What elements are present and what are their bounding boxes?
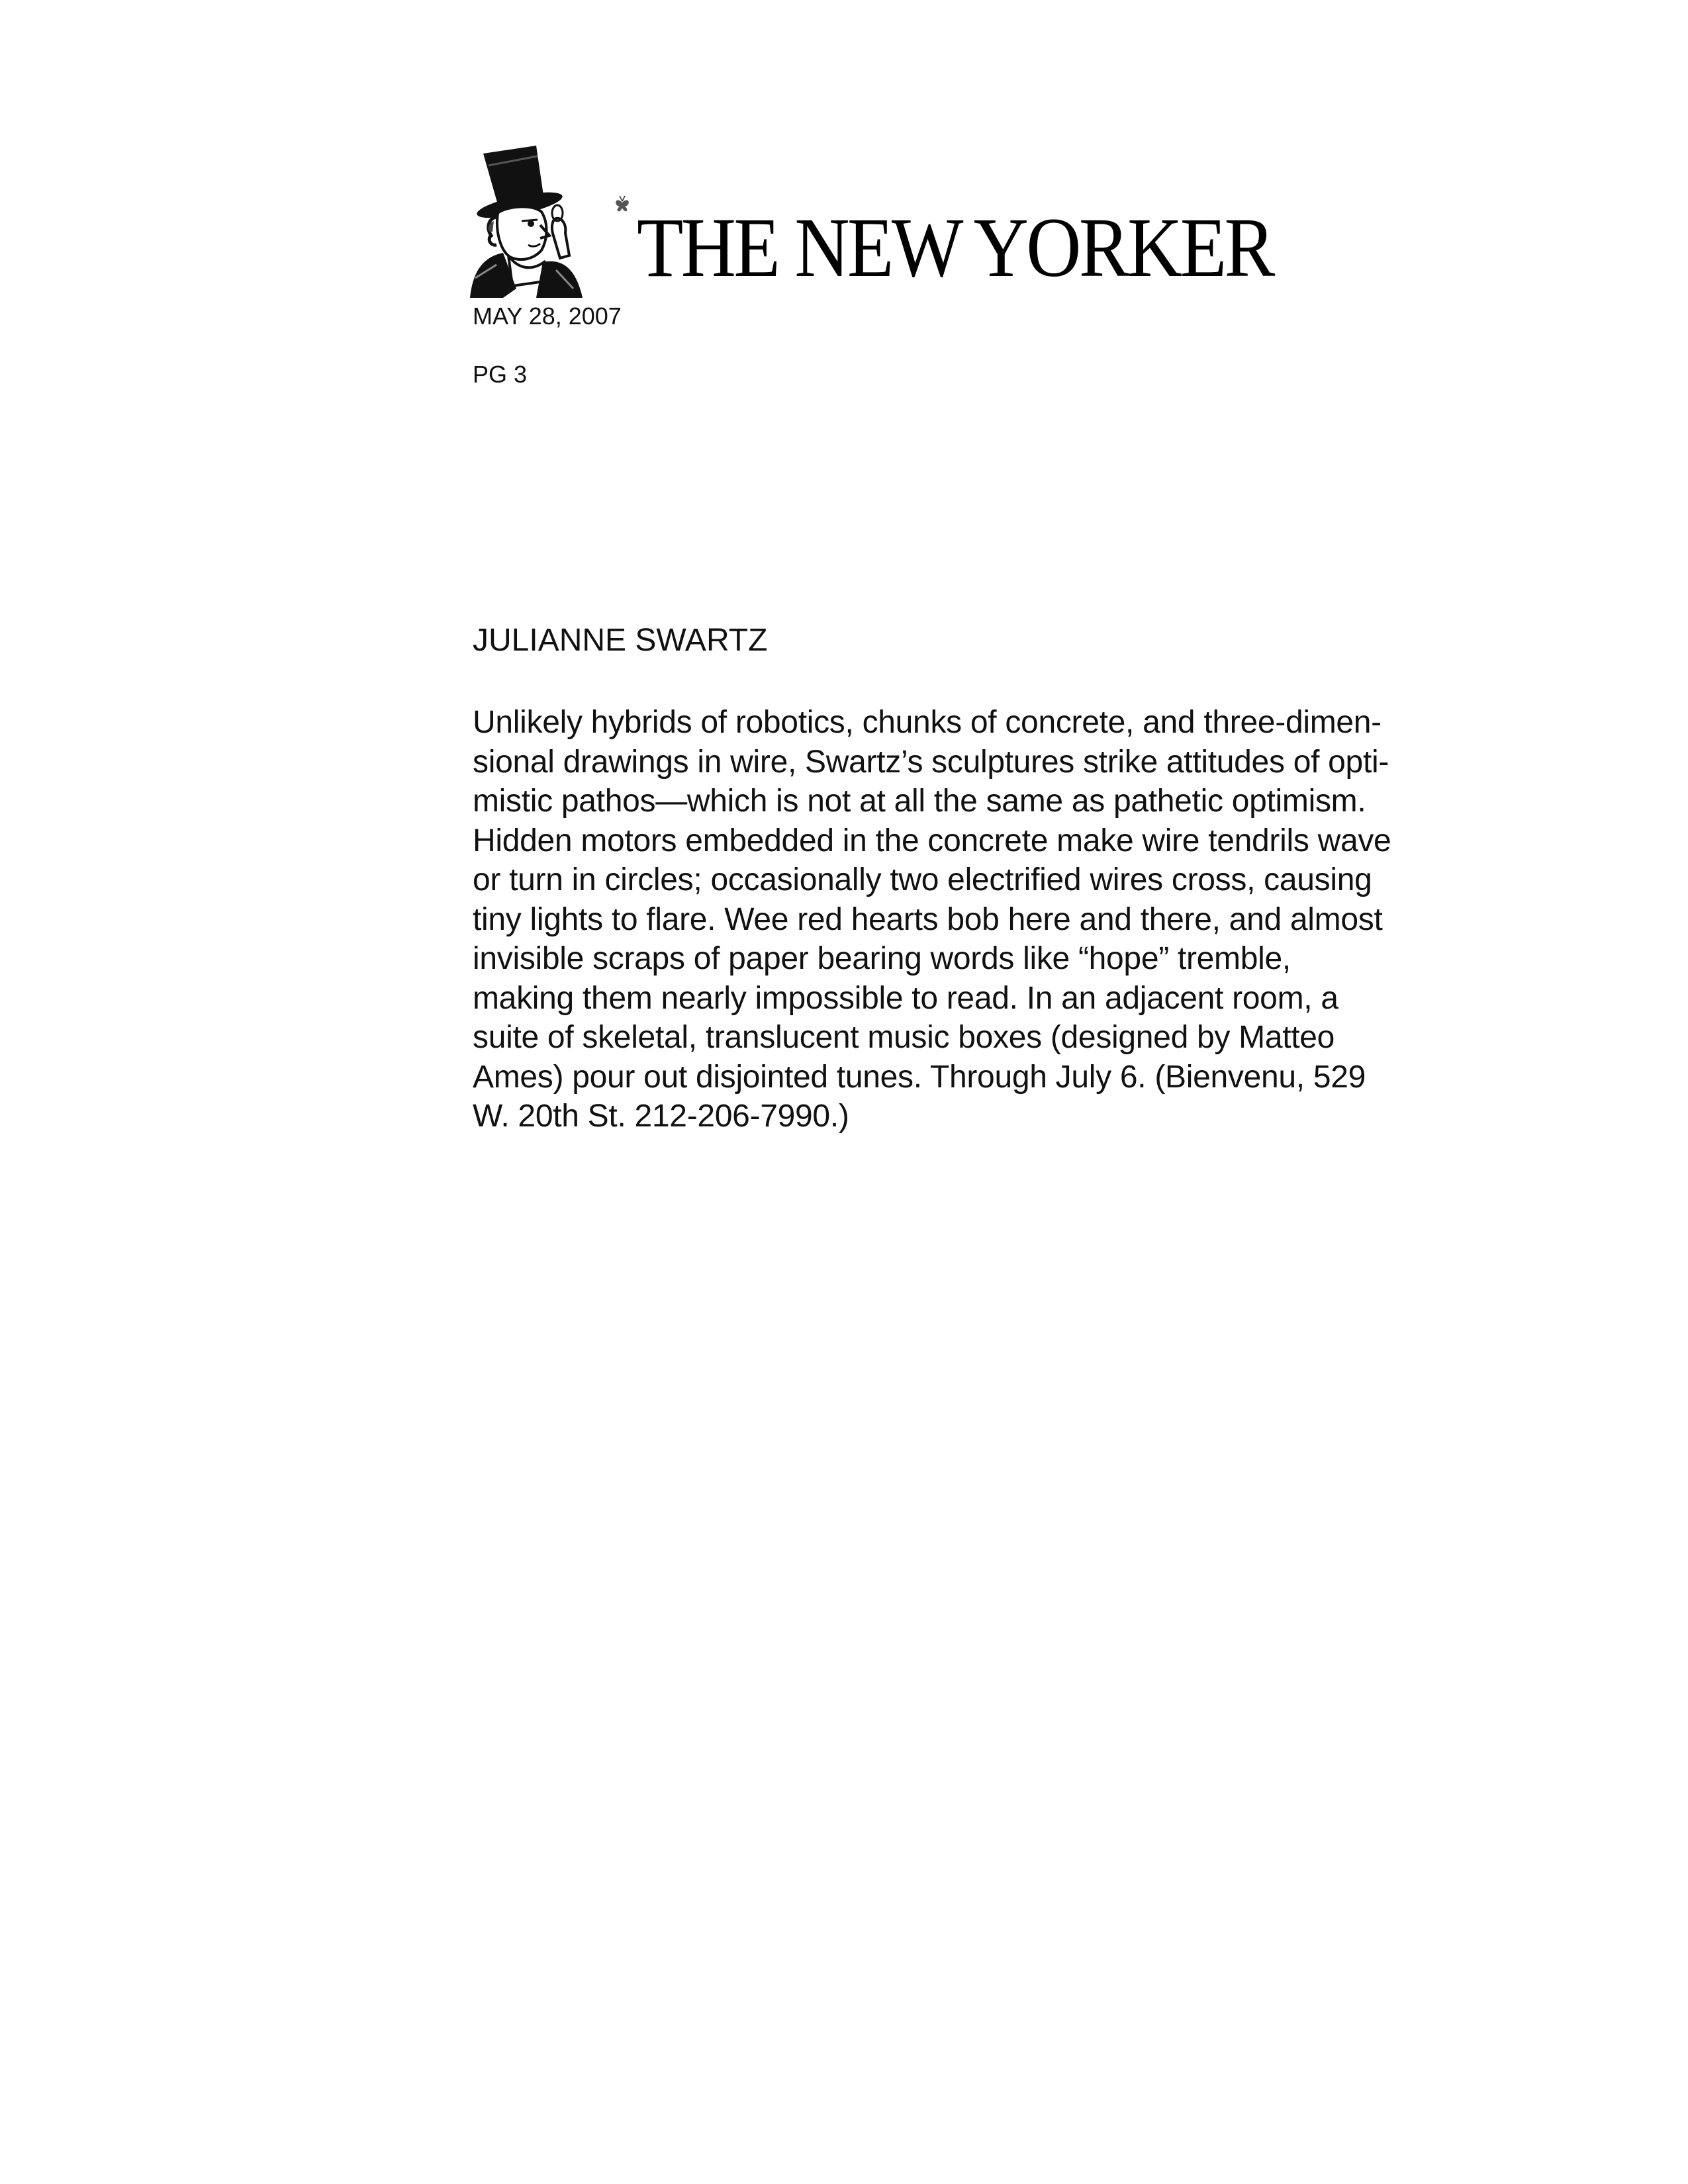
body-line: invisible scraps of paper bearing words like “hope” tremble, — [473, 941, 1291, 976]
body-line: sional drawings in wire, Swartz’s sculptures strike attitudes of opti- — [473, 744, 1389, 780]
body-line: or turn in circles; occasionally two electrified wires cross, causing — [473, 862, 1372, 897]
masthead-wordmark: THE NEW YORKER — [637, 201, 1273, 295]
masthead-logo — [457, 139, 1273, 298]
body-line: making them nearly impossible to read. In an adjacent room, a — [473, 980, 1338, 1016]
page-number: PG 3 — [473, 361, 528, 388]
eustace-tilley-illustration — [457, 139, 635, 298]
body-line: Hidden motors embedded in the concrete make wire tendrils wave — [473, 823, 1391, 858]
body-line: suite of skeletal, translucent music boxes (designed by Matteo — [473, 1020, 1335, 1055]
issue-date: MAY 28, 2007 — [473, 302, 622, 330]
article-body — [473, 703, 1452, 1136]
body-line: Unlikely hybrids of robotics, chunks of concrete, and three-dimen- — [473, 705, 1382, 740]
article-title: JULIANNE SWARTZ — [473, 623, 768, 658]
body-line: Ames) pour out disjointed tunes. Through July 6. (Bienvenu, 529 — [473, 1059, 1366, 1095]
body-line: W. 20th St. 212-206-7990.) — [473, 1099, 849, 1134]
body-line: mistic pathos—which is not at all the same as pathetic optimism. — [473, 784, 1366, 819]
body-line: tiny lights to flare. Wee red hearts bob here and there, and almost — [473, 901, 1383, 937]
